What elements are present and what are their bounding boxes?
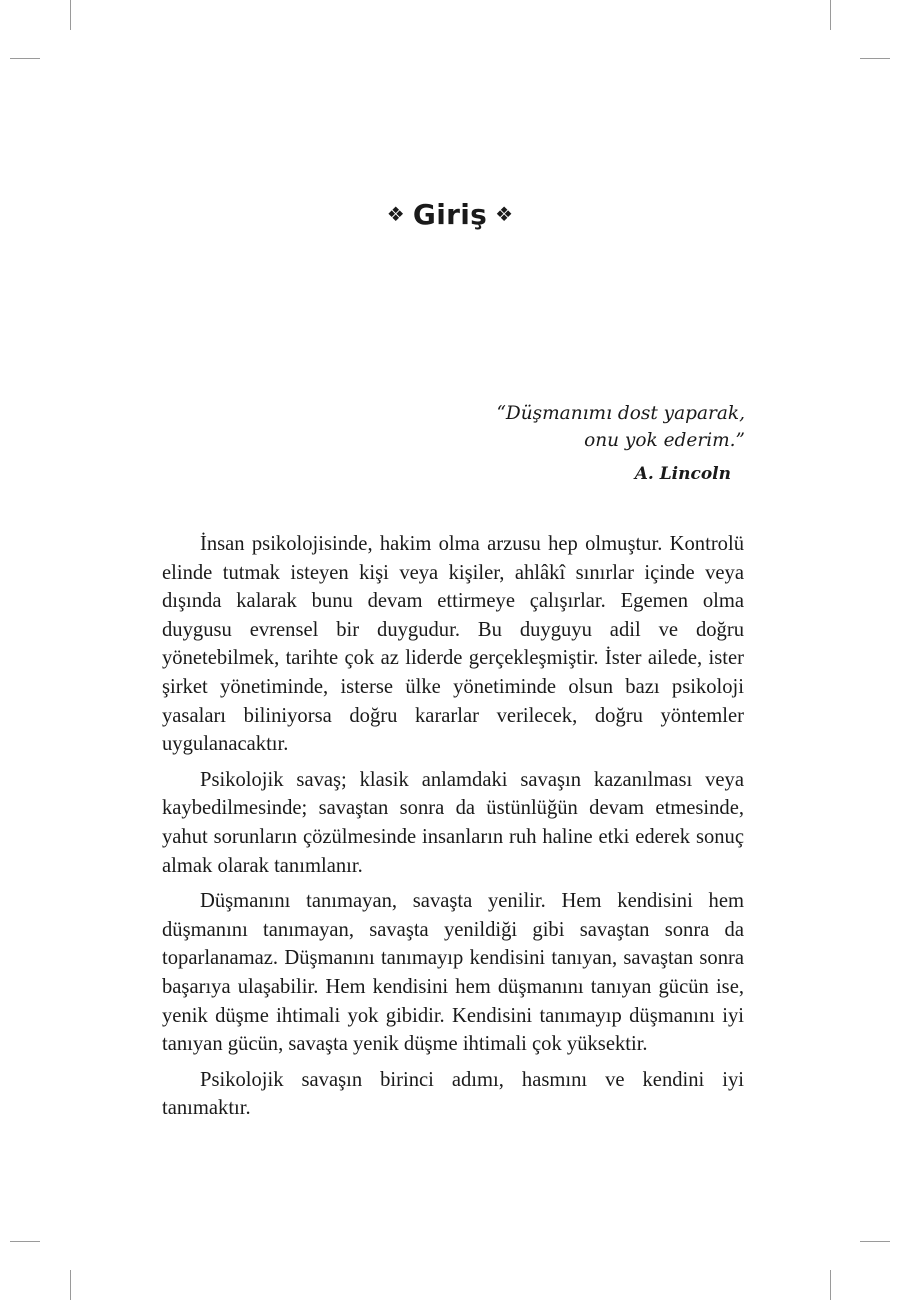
ornament-right-icon: ❖ [495, 202, 514, 226]
epigraph-line-2: onu yok ederim.” [584, 430, 745, 451]
epigraph [325, 400, 745, 488]
epigraph-line-1: “Düşmanımı dost yaparak, [496, 403, 745, 424]
crop-mark-right-top [860, 58, 890, 59]
crop-mark-top-right [830, 0, 831, 30]
crop-mark-top-left [70, 0, 71, 30]
crop-mark-bottom-left [70, 1270, 71, 1300]
paragraph: Psikolojik savaş; klasik anlamdaki savaşın kazanılması veya kaybedilmesinde; savaştan sonra da üstünlüğün devam etmesinde, yahut sorunların çözülmesinde insanların ruh haline etki ederek sonuç almak olarak tanımlanır. [162, 768, 744, 877]
crop-mark-left-bottom [10, 1241, 40, 1242]
chapter-title: Giriş [412, 198, 488, 231]
ornament-left-icon: ❖ [386, 202, 405, 226]
crop-mark-bottom-right [830, 1270, 831, 1300]
crop-mark-left-top [10, 58, 40, 59]
crop-mark-right-bottom [860, 1241, 890, 1242]
paragraph: Psikolojik savaşın birinci adımı, hasmını ve kendini iyi tanımaktır. [162, 1068, 744, 1120]
chapter-heading [0, 198, 900, 231]
paragraph: İnsan psikolojisinde, hakim olma arzusu hep olmuştur. Kontrolü elinde tutmak isteyen kişi veya kişiler, ahlâkî sınırlar içinde veya dışında kalarak bunu devam ettirmeye çalışırlar. Egemen olma duygusu evrensel bir duygudur. Bu duyguyu adil ve doğru yönetebilmek, tarihte çok az liderde gerçekleşmiştir. İster ailede, ister şirket yönetiminde, isterse ülke yönetiminde olsun bazı psikoloji yasaları biliniyorsa doğru kararlar verilecek, doğru yöntemler uygulanacaktır. [162, 533, 744, 756]
epigraph-author: A. Lincoln [634, 464, 731, 484]
body-text [162, 530, 744, 1130]
paragraph: Düşmanını tanımayan, savaşta yenilir. Hem kendisini hem düşmanını tanımayan, savaşta yenildiği gibi savaştan sonra da toparlanamaz. Düşmanını tanımayıp kendisini tanıyan, savaştan sonra başarıya ulaşabilir. Hem kendisini hem düşmanını tanıyan gücün ise, yenik düşme ihtimali yok gibidir. Kendisini tanımayıp düşmanını iyi tanıyan gücün, savaşta yenik düşme ihtimali çok yüksektir. [162, 890, 744, 1056]
